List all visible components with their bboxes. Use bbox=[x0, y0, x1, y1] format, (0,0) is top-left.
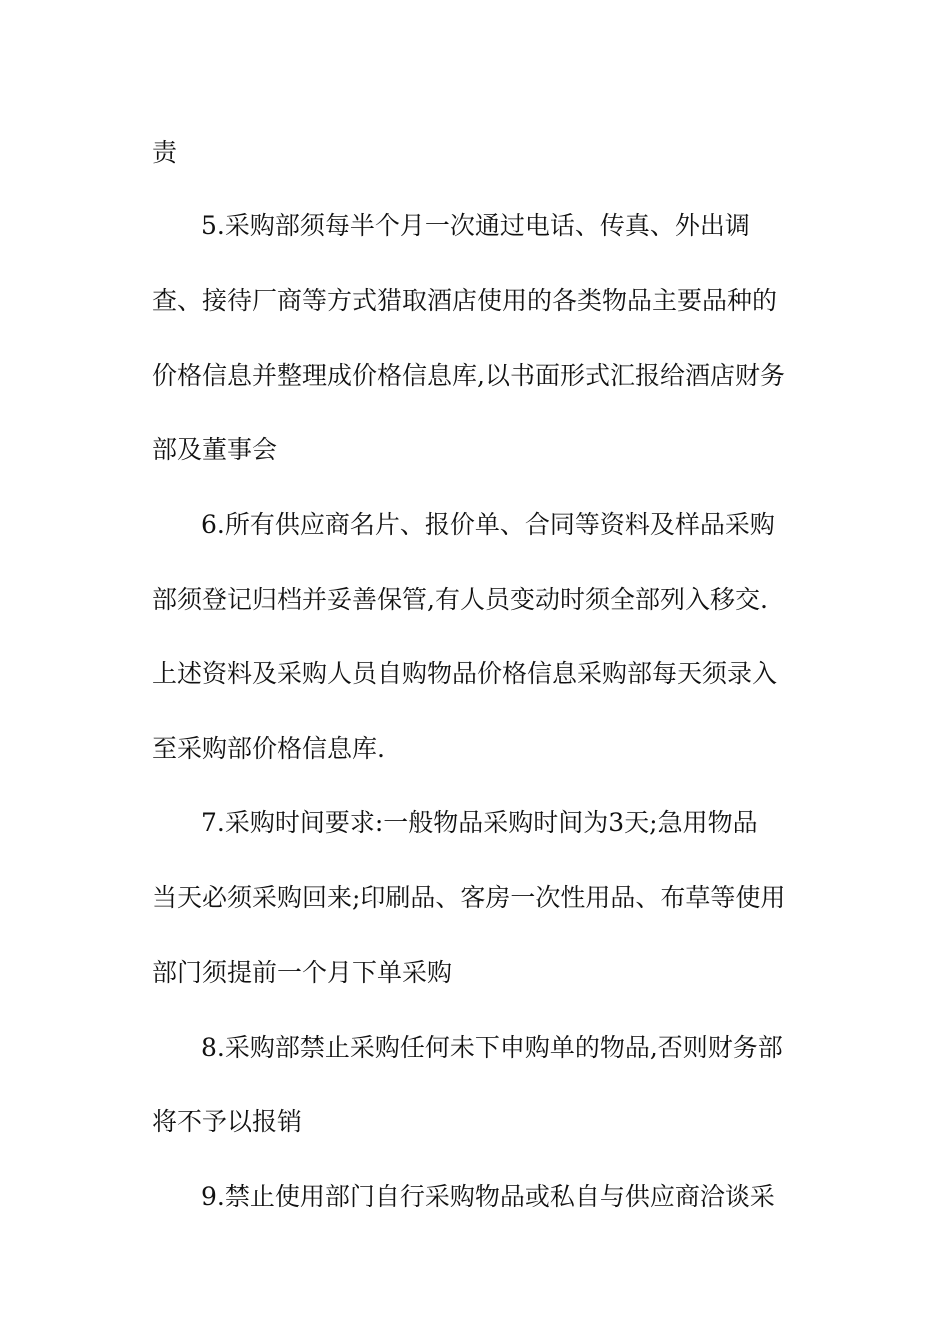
paragraph-5-start: 5.采购部须每半个月一次通过电话、传真、外出调 bbox=[201, 211, 750, 240]
text-line: 上述资料及采购人员自购物品价格信息采购部每天须录入 bbox=[152, 659, 778, 688]
text-line: 部须登记归档并妥善保管,有人员变动时须全部列入移交. bbox=[152, 585, 768, 614]
text-line: 将不予以报销 bbox=[152, 1107, 303, 1136]
text-line: 当天必须采购回来;印刷品、客房一次性用品、布草等使用 bbox=[152, 883, 786, 912]
paragraph-7-start: 7.采购时间要求:一般物品采购时间为3天;急用物品 bbox=[201, 808, 758, 837]
paragraph-9-start: 9.禁止使用部门自行采购物品或私自与供应商洽谈采 bbox=[201, 1182, 775, 1211]
text-line: 部及董事会 bbox=[152, 435, 278, 464]
text-line: 查、接待厂商等方式猎取酒店使用的各类物品主要品种的 bbox=[152, 286, 778, 315]
text-line: 至采购部价格信息库. bbox=[152, 734, 385, 763]
text-line: 责 bbox=[152, 138, 178, 167]
paragraph-6-start: 6.所有供应商名片、报价单、合同等资料及样品采购 bbox=[201, 510, 775, 539]
text-line: 部门须提前一个月下单采购 bbox=[152, 958, 453, 987]
paragraph-8-start: 8.采购部禁止采购任何未下申购单的物品,否则财务部 bbox=[201, 1033, 783, 1062]
text-line: 价格信息并整理成价格信息库,以书面形式汇报给酒店财务 bbox=[152, 361, 785, 390]
